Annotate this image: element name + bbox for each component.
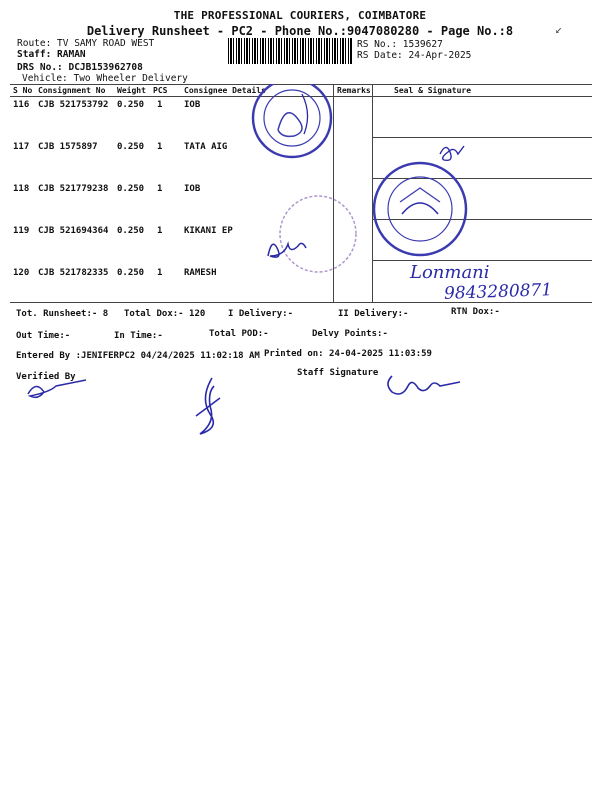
staff-signature — [388, 376, 460, 394]
col-consignment: Consignment No — [38, 86, 106, 95]
row-pcs: 1 — [157, 100, 163, 110]
barcode — [228, 38, 352, 64]
row-consignee: IOB — [184, 184, 201, 194]
verified-signature — [28, 380, 86, 397]
row-consignee: TATA AIG — [184, 142, 228, 152]
row-pcs: 1 — [157, 268, 163, 278]
delvy-points: Delvy Points:- — [312, 329, 388, 339]
rtn-dox: RTN Dox:- — [451, 307, 500, 317]
total-dox: Total Dox:- 120 — [124, 309, 206, 319]
row-consignee: IOB — [184, 100, 201, 110]
row-consignment: CJB 521779238 — [38, 184, 109, 194]
col-consignee: Consignee Details — [184, 86, 266, 95]
ii-delivery: II Delivery:- — [338, 309, 409, 319]
initials-signature — [196, 378, 220, 434]
row-consignee: RAMESH — [184, 268, 217, 278]
footer-signatures — [0, 356, 600, 446]
runsheet-title: Delivery Runsheet - PC2 - Phone No.:9047080280 - Page No.:8 — [86, 24, 514, 38]
row-consignment: CJB 1575897 — [38, 142, 98, 152]
entered-by: Entered By :JENIFERPC2 04/24/2025 11:02:18 AM — [16, 351, 260, 361]
col-pcs: PCS — [153, 86, 168, 95]
row-stamps-signatures — [0, 84, 600, 304]
i-delivery: I Delivery:- — [228, 309, 294, 319]
row-consignee: KIKANI EP — [184, 226, 233, 236]
corner-mark: ↙ — [555, 22, 563, 36]
total-pod: Total POD:- — [209, 329, 269, 339]
row-sno: 117 — [13, 142, 30, 152]
handwritten-name: Lonmani — [410, 262, 490, 283]
out-time: Out Time:- — [16, 331, 71, 341]
tot-runsheet: Tot. Runsheet:- 8 — [16, 309, 109, 319]
col-weight: Weight — [117, 86, 146, 95]
row-sno: 118 — [13, 184, 30, 194]
signature-row117 — [440, 146, 464, 160]
staff-label: Staff: RAMAN — [17, 49, 86, 60]
indian-bank-stamp — [253, 84, 331, 157]
col-seal-signature: Seal & Signature — [394, 86, 472, 95]
company-title: THE PROFESSIONAL COURIERS, COIMBATORE — [173, 9, 427, 22]
verified-by: Verified By — [16, 372, 76, 382]
row-pcs: 1 — [157, 226, 163, 236]
indian-overseas-bank-stamp — [374, 163, 466, 255]
row-sno: 120 — [13, 268, 30, 278]
row-pcs: 1 — [157, 142, 163, 152]
row-weight: 0.250 — [117, 226, 145, 236]
col-sno: S No — [13, 86, 33, 95]
col-remarks: Remarks — [337, 86, 371, 95]
drs-number: DRS No.: DCJB153962708 — [17, 62, 143, 73]
rs-number: RS No.: 1539627 — [357, 39, 443, 50]
row-weight: 0.250 — [117, 268, 145, 278]
row-weight: 0.250 — [117, 142, 145, 152]
row-sno: 119 — [13, 226, 30, 236]
staff-signature-label: Staff Signature — [297, 368, 379, 378]
vehicle-label: Vehicle: Two Wheeler Delivery — [22, 73, 188, 84]
row-weight: 0.250 — [117, 184, 145, 194]
row-pcs: 1 — [157, 184, 163, 194]
row-consignment: CJB 521782335 — [38, 268, 109, 278]
row-weight: 0.250 — [117, 100, 145, 110]
rs-date: RS Date: 24-Apr-2025 — [357, 50, 472, 61]
route-label: Route: TV SAMY ROAD WEST — [17, 38, 155, 49]
row-sno: 116 — [13, 100, 30, 110]
in-time: In Time:- — [114, 331, 163, 341]
handwritten-phone: 9843280871 — [443, 280, 553, 304]
row-consignment: CJB 521694364 — [38, 226, 109, 236]
row-consignment: CJB 521753792 — [38, 100, 109, 110]
printed-on: Printed on: 24-04-2025 11:03:59 — [264, 349, 432, 359]
faint-violet-stamp — [280, 196, 356, 272]
